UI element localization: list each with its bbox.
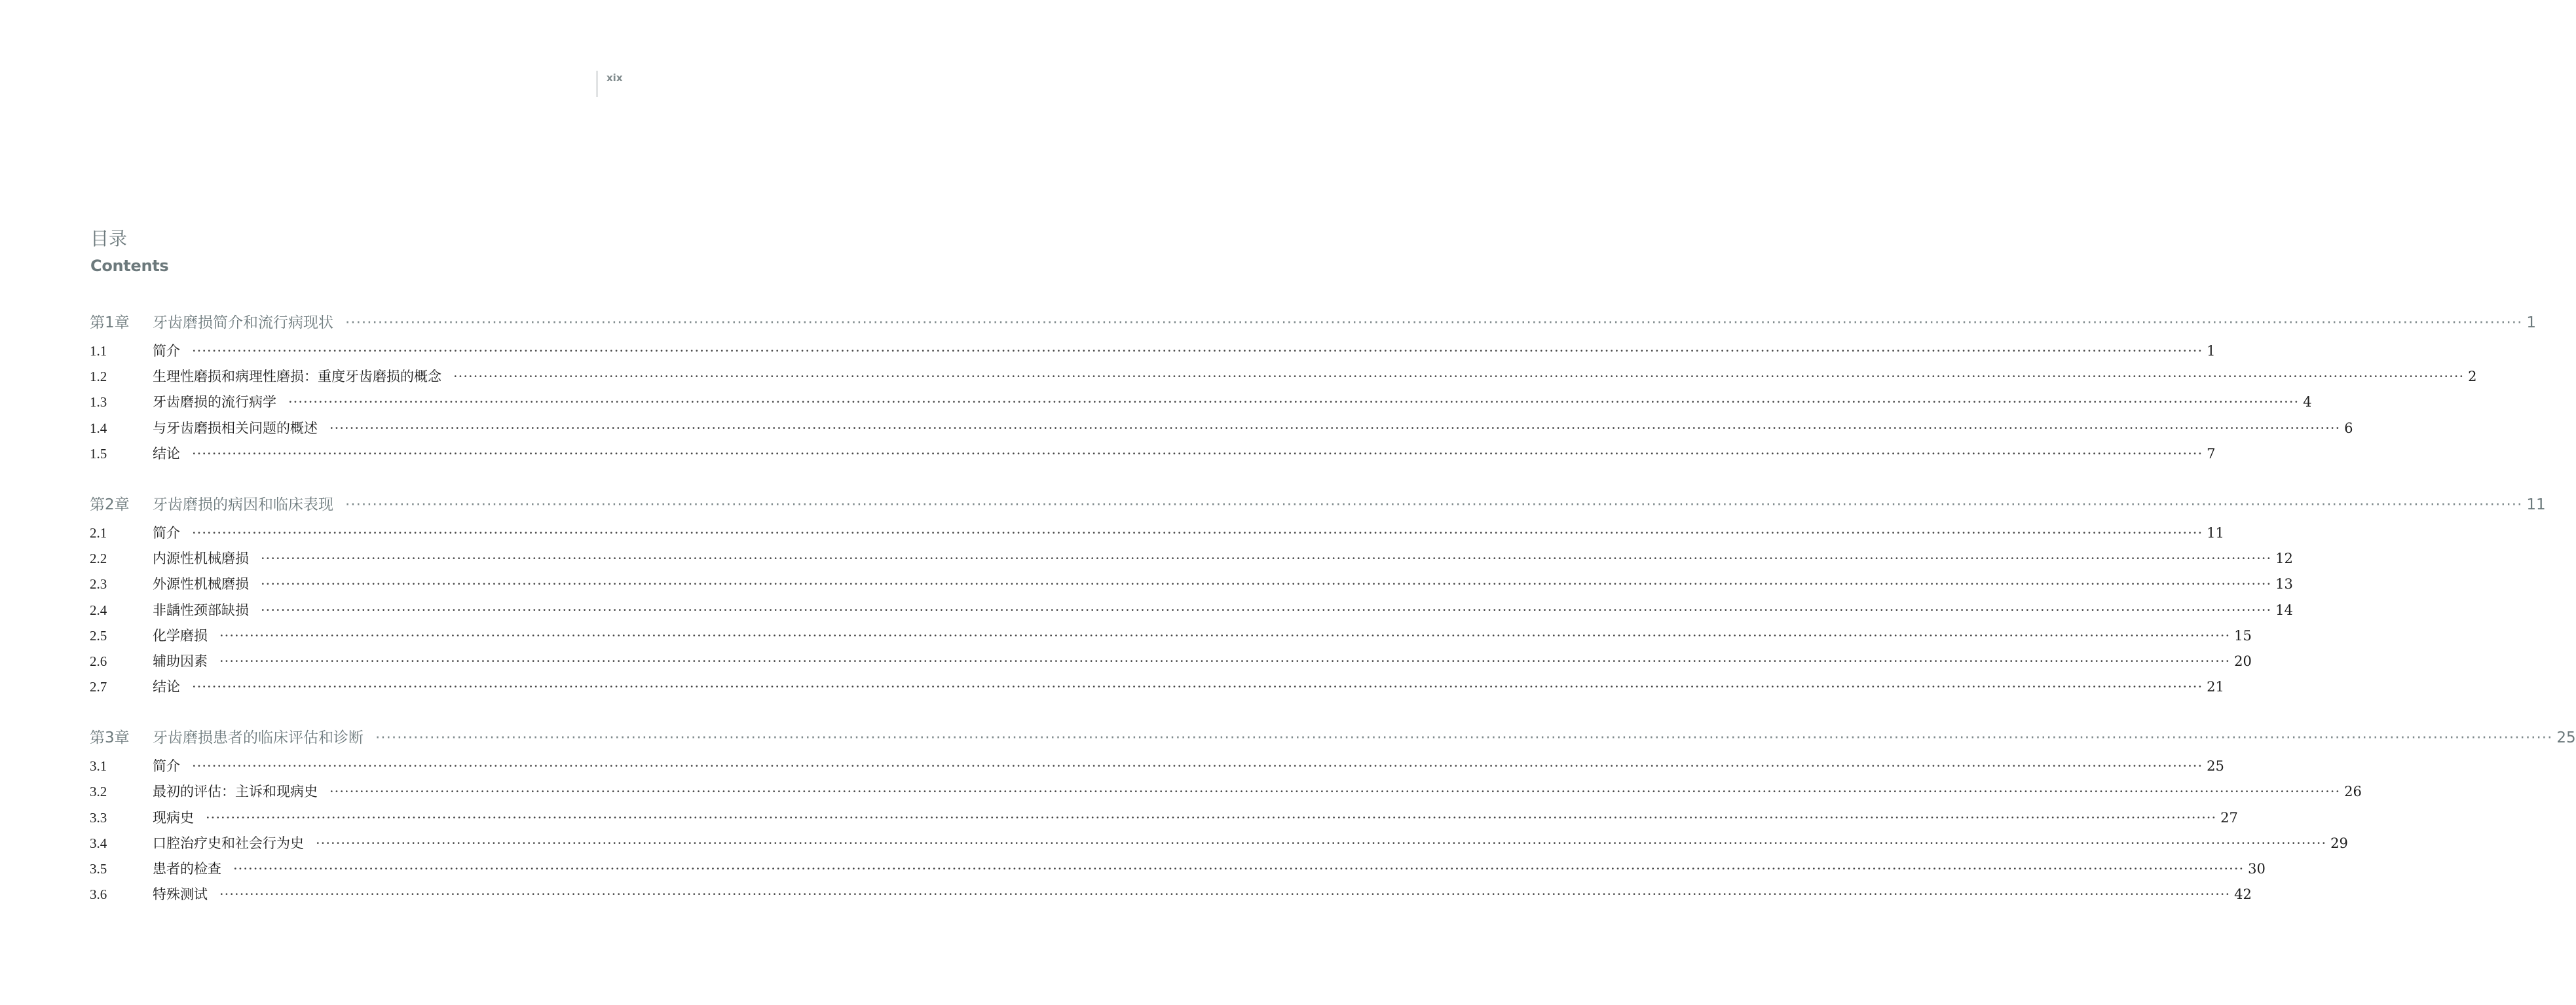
- entry-number: 2.4: [90, 602, 107, 618]
- entry-number: 第3章: [90, 729, 130, 747]
- entry-page: 2: [2468, 369, 2477, 385]
- entry-number: 2.1: [90, 524, 107, 541]
- entry-number: 1.2: [90, 369, 107, 385]
- chapter-heading-row[interactable]: [90, 310, 2537, 340]
- section-row[interactable]: [90, 676, 2224, 702]
- dot-leader: ················································································································································································································································································································································································································: [261, 602, 2272, 618]
- section-row[interactable]: [90, 392, 2312, 417]
- entry-page: 7: [2207, 445, 2216, 462]
- dot-leader: ················································································································································································································································································································································································································: [219, 886, 2231, 903]
- entry-number: 3.5: [90, 861, 107, 877]
- section-row[interactable]: [90, 600, 2293, 625]
- entry-page: 25: [2207, 758, 2224, 775]
- entry-page: 11: [2526, 496, 2546, 513]
- entry-title: 口腔治疗史和社会行为史: [153, 835, 304, 851]
- entry-number: 2.3: [90, 576, 107, 593]
- entry-page: 21: [2207, 679, 2224, 695]
- section-row[interactable]: [90, 756, 2224, 781]
- chapter-block: [90, 310, 2537, 469]
- entry-title: 结论: [153, 679, 180, 695]
- section-row[interactable]: [90, 340, 2216, 366]
- entry-page: 6: [2344, 420, 2353, 436]
- entry-title: 简介: [153, 343, 180, 359]
- entry-title: 牙齿磨损的病因和临床表现: [153, 496, 333, 513]
- dot-leader: ················································································································································································································································································································································································································: [329, 420, 2341, 436]
- entry-number: 1.3: [90, 394, 107, 411]
- dot-leader: ················································································································································································································································································································································································································: [192, 524, 2203, 541]
- dot-leader: ················································································································································································································································································································································································································: [192, 343, 2203, 359]
- entry-title: 外源性机械磨损: [153, 576, 249, 593]
- entry-title: 辅助因素: [153, 653, 208, 669]
- section-row[interactable]: [90, 443, 2216, 469]
- entry-number: 3.2: [90, 784, 107, 800]
- entry-number: 2.2: [90, 551, 107, 567]
- dot-leader: ················································································································································································································································································································································································································: [345, 314, 2523, 331]
- dot-leader: ················································································································································································································································································································································································································: [375, 729, 2553, 747]
- entry-title: 特殊测试: [153, 886, 208, 903]
- dot-leader: ················································································································································································································································································································································································································: [192, 445, 2203, 462]
- entry-page: 15: [2234, 627, 2252, 644]
- entry-title: 最初的评估：主诉和现病史: [153, 784, 318, 800]
- entry-title: 化学磨损: [153, 627, 208, 644]
- entry-number: 2.6: [90, 653, 107, 669]
- entry-page: 20: [2234, 653, 2252, 669]
- section-row[interactable]: [90, 522, 2224, 548]
- chapter-heading-row[interactable]: [90, 725, 2576, 756]
- entry-title: 与牙齿磨损相关问题的概述: [153, 420, 318, 436]
- dot-leader: ················································································································································································································································································································································································································: [261, 576, 2272, 593]
- section-row[interactable]: [90, 366, 2477, 392]
- page-title-english: Contents: [90, 257, 169, 275]
- entry-title: 结论: [153, 445, 180, 462]
- entry-number: 第2章: [90, 496, 130, 513]
- dot-leader: ················································································································································································································································································································································································································: [192, 758, 2203, 775]
- entry-title: 简介: [153, 758, 180, 775]
- dot-leader: ················································································································································································································································································································································································································: [219, 653, 2231, 669]
- entry-number: 1.4: [90, 420, 107, 436]
- entry-number: 3.1: [90, 758, 107, 775]
- dot-leader: ················································································································································································································································································································································································································: [219, 627, 2231, 644]
- entry-number: 3.6: [90, 886, 107, 903]
- entry-page: 14: [2275, 602, 2293, 618]
- entry-title: 现病史: [153, 809, 194, 826]
- dot-leader: ················································································································································································································································································································································································································: [329, 784, 2341, 800]
- chapter-block: [90, 492, 2546, 702]
- entry-page: 1: [2526, 314, 2537, 331]
- table-of-contents: [90, 310, 2576, 909]
- entry-page: 27: [2220, 809, 2238, 826]
- entry-title: 牙齿磨损的流行病学: [153, 394, 276, 411]
- chapter-block: [90, 725, 2576, 909]
- dot-leader: ················································································································································································································································································································································································································: [288, 394, 2300, 411]
- entry-page: 25: [2556, 729, 2576, 747]
- entry-number: 第1章: [90, 314, 130, 331]
- section-row[interactable]: [90, 884, 2252, 909]
- dot-leader: ················································································································································································································································································································································································································: [261, 551, 2272, 567]
- entry-number: 2.7: [90, 679, 107, 695]
- dot-leader: ················································································································································································································································································································································································································: [345, 496, 2523, 513]
- entry-title: 内源性机械磨损: [153, 551, 249, 567]
- chapter-heading-row[interactable]: [90, 492, 2546, 522]
- dot-leader: ················································································································································································································································································································································································································: [316, 835, 2327, 851]
- section-row[interactable]: [90, 548, 2293, 574]
- section-row[interactable]: [90, 574, 2293, 599]
- entry-number: 3.3: [90, 809, 107, 826]
- entry-page: 1: [2207, 343, 2216, 359]
- entry-page: 4: [2303, 394, 2312, 411]
- entry-number: 1.1: [90, 343, 107, 359]
- entry-title: 患者的检查: [153, 861, 221, 877]
- section-row[interactable]: [90, 625, 2252, 651]
- dot-leader: ················································································································································································································································································································································································································: [192, 679, 2203, 695]
- entry-page: 26: [2344, 784, 2362, 800]
- entry-title: 非龋性颈部缺损: [153, 602, 249, 618]
- entry-page: 12: [2275, 551, 2293, 567]
- section-row[interactable]: [90, 781, 2362, 807]
- section-row[interactable]: [90, 651, 2252, 676]
- entry-number: 2.5: [90, 627, 107, 644]
- dot-leader: ················································································································································································································································································································································································································: [233, 861, 2245, 877]
- entry-number: 1.5: [90, 445, 107, 462]
- section-row[interactable]: [90, 833, 2348, 858]
- entry-number: 3.4: [90, 835, 107, 851]
- section-row[interactable]: [90, 807, 2238, 833]
- entry-title: 牙齿磨损患者的临床评估和诊断: [153, 729, 364, 747]
- dot-leader: ················································································································································································································································································································································································································: [453, 369, 2465, 385]
- dot-leader: ················································································································································································································································································································································································································: [206, 809, 2217, 826]
- entry-page: 29: [2330, 835, 2348, 851]
- page-number: xix: [607, 72, 623, 84]
- entry-page: 11: [2207, 524, 2224, 541]
- section-row[interactable]: [90, 858, 2266, 884]
- entry-title: 简介: [153, 524, 180, 541]
- entry-page: 30: [2248, 861, 2266, 877]
- section-row[interactable]: [90, 418, 2353, 443]
- page-title-chinese: 目录: [90, 228, 128, 249]
- entry-title: 生理性磨损和病理性磨损：重度牙齿磨损的概念: [153, 369, 441, 385]
- entry-page: 13: [2275, 576, 2293, 593]
- entry-title: 牙齿磨损简介和流行病现状: [153, 314, 333, 331]
- entry-page: 42: [2234, 886, 2252, 903]
